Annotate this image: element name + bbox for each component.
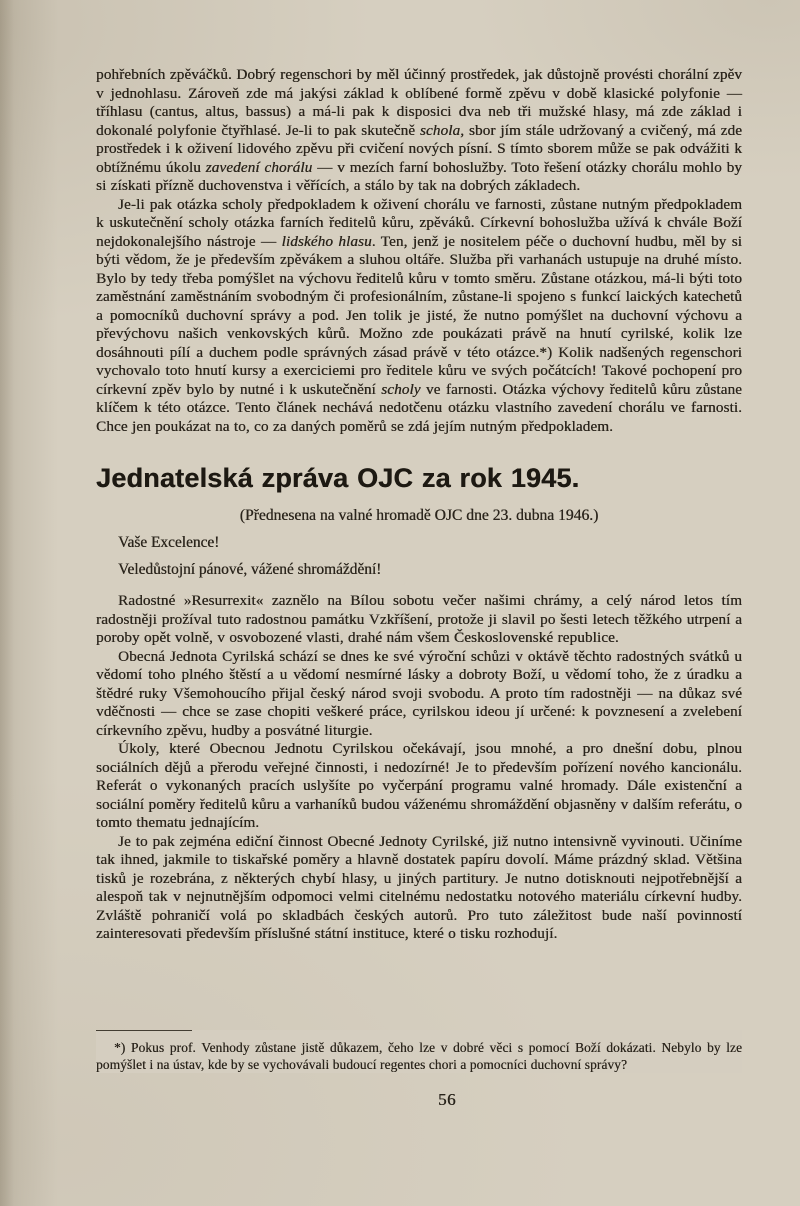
body-paragraph bbox=[96, 592, 742, 648]
gutter-shadow bbox=[0, 0, 14, 1206]
text-run: — v mezích farní bohoslužby. Toto řešení otázky chorálu mohlo by si získati přízně duchovenstva i věřících, a stálo by tak na dobrých základech. bbox=[96, 158, 742, 194]
text-run: sbor jím stále udržovaný a cvičený, má zde prostředek i k oživení lidového zpěvu při cvičení nových písní. S tímto sborem může se pak odvážiti k obtížnému úkolu bbox=[96, 121, 743, 176]
body-paragraph bbox=[96, 648, 742, 741]
italic-text-run: scholy bbox=[381, 380, 421, 398]
text-run: . Ten, jenž je nositelem péče o duchovní hudbu, měl by si býti vědom, že je především zpěvákem a sluhou oltáře. Služba při varhanách ustupuje na druhé místo. Bylo by tedy třeba pomýšlet na výchovu ředitelů kůru v tomto směru. Zůstane otázkou, má-li býti toto zaměstnání zaměstnáním svobodným či profesionálním, zůstane-li spojeno s funkcí laických katechetů a pomocníků duchovní správy a pod. Jen tolik je jisté, že nutno pomýšlet na duchovní výchovu a převýchovu našich venkovských kůrů. Možno zde poukázati právě na hnutí cyrilské, kolik lze dosáhnouti pílí a duchem podle správných zásad právě v této otázce.*) Kolik nadšených regenschori vychovalo toto hnutí kursy a exerciciemi pro ředitele kůru ve svých počátcích! Takové pochopení pro církevní zpěv bylo by nutné i k uskutečnění bbox=[96, 232, 742, 398]
footnote bbox=[96, 1030, 742, 1073]
italic-text-run: lidského hlasu bbox=[281, 232, 372, 250]
body-paragraph bbox=[96, 740, 742, 833]
text-column bbox=[96, 66, 742, 944]
text-run: Je to pak zejména ediční činnost Obecné Jednoty Cyrilské, již nutno intensivně vyvinouti. Učiníme tak ihned, jakmile to tiskařské poměry a hlavně dostatek papíru dovolí. Máme prázdný sklad. Většina tisků je rozebrána, z některých chybí hlasy, u jiných partitury. Je nutno dotisknouti nejpotřebnější a alespoň tak v nejnutnějším odpomoci velmi citelnému nedostatku notového materiálu církevní hudby. Zvláště pohraničí volá po skladbách českých autorů. Pro tuto záležitost bude naší povinností zainteresovati především příslušné státní instituce, které o tisku rozhodují. bbox=[96, 832, 742, 942]
text-run: pohřebních zpěváčků. Dobrý regenschori by měl účinný prostředek, jak důstojně provésti chorální zpěv v jednohlasu. Zároveň zde má jakýsi základ k oblíbené formě zpěvu v době klasické polyfonie — tříhlasu (cantus, altus, bassus) a má-li pak k disposici dva neb tři mužské hlasy, má zde základ i dokonalé polyfonie čtyřhlasé. Je-li to pak skutečně bbox=[96, 66, 742, 139]
page-number: 56 bbox=[438, 1090, 456, 1109]
body-paragraph bbox=[96, 833, 742, 944]
body-paragraph bbox=[96, 66, 742, 196]
salutation-line: Vaše Excelence! bbox=[118, 534, 220, 551]
body-paragraph bbox=[96, 196, 742, 437]
footnote-text: *) Pokus prof. Venhody zůstane jistě důkazem, čeho lze v dobré věci s pomocí Boží dokázati. Nebylo by lze pomýšlet i na ústav, kde by se vychovávali budoucí regentes chori a pomocníci duchovní správy? bbox=[96, 1040, 742, 1073]
intro-section bbox=[96, 66, 742, 436]
salutation-line: Veledůstojní pánové, vážené shromáždění! bbox=[118, 561, 382, 578]
article-title: Jednatelská zpráva OJC za rok 1945. bbox=[96, 463, 580, 493]
italic-text-run: schola, bbox=[419, 121, 465, 139]
text-run: ve farnosti. Otázka výchovy ředitelů kůru zůstane klíčem k této otázce. Tento článek nechává nedotčenu otázku vlastního zavedení chorálu ve farnosti. Chce jen poukázat na to, co za daných poměrů se zdá jejím nutným předpokladem. bbox=[96, 380, 742, 435]
text-run: Je-li pak otázka scholy předpokladem k oživení chorálu ve farnosti, zůstane nutným předpokladem k uskutečnění scholy otázka farních ředitelů kůru, zpěváků. Církevní bohoslužba užívá k chvále Boží nejdokonalejšího nástroje — bbox=[96, 195, 742, 250]
text-run: Úkoly, které Obecnou Jednotu Cyrilskou očekávají, jsou mnohé, a pro dnešní dobu, plnou sociálních dějů a přerodu veřejné činnosti, i nedozírné! Je to především pořízení nového kancionálu. Referát o vykonaných pracích uslyšíte po vyčerpání programu valné hromady. Dále existenční a sociální poměry ředitelů kůru a varhaníků budou váženému shromáždění objasněny v dalším referátu, o tomto thematu jednajícím. bbox=[96, 740, 742, 831]
text-run: Radostné »Resurrexit« zaznělo na Bílou sobotu večer našimi chrámy, a celý národ letos tím radostněji prožíval tuto radostnou památku Vzkříšení, protože ji slavil po šesti letech těžkého utrpení a poroby opět volně, v osvobozené vlasti, drahé nám všem Československé republice. bbox=[96, 592, 742, 646]
footnote-rule bbox=[96, 1030, 192, 1031]
article-subtitle: (Přednesena na valné hromadě OJC dne 23. dubna 1946.) bbox=[239, 507, 599, 524]
italic-text-run: zavedení chorálu bbox=[205, 158, 313, 176]
text-run: Obecná Jednota Cyrilská schází se dnes ke své výroční schůzi v oktávě těchto radostných svátků u vědomí toho plného štěstí a u vědomí nesmírné lásky a dobroty Boží, u vědomí toho, že z úradku a štědré ruky Všemohoucího přijal český národ svoji svobodu. A proto tím radostněji — na důkaz své vděčnosti — chce se zase chopiti veškeré práce, cyrilskou ideou jí určené: k povznesení a zvelebení církevního zpěvu, hudby a posvátné liturgie. bbox=[96, 647, 742, 739]
article-body bbox=[96, 592, 742, 944]
